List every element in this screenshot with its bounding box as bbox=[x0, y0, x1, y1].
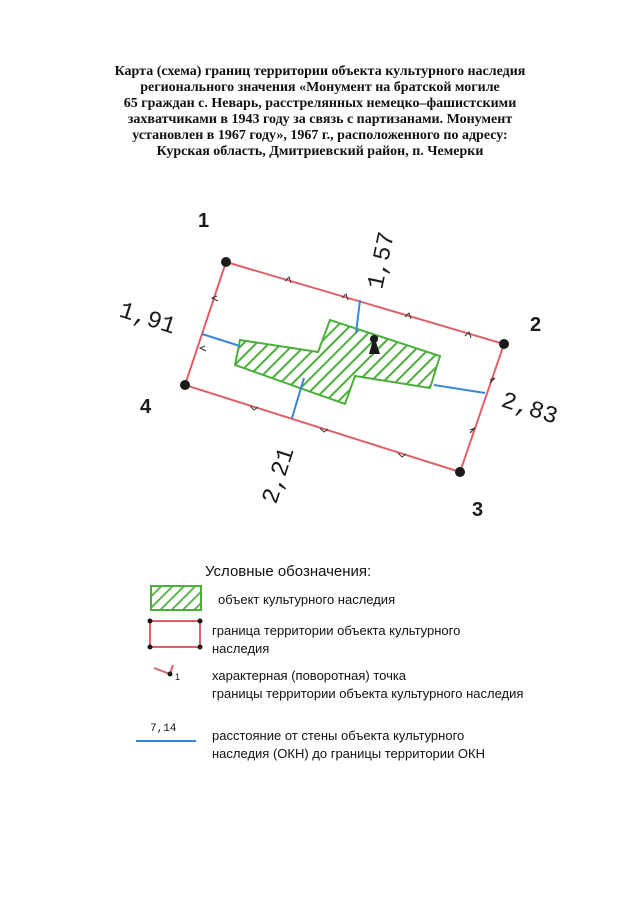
title-line: Курская область, Дмитриевский район, п. Чемерки bbox=[156, 144, 484, 159]
legend-point-label: характерная (поворотная) точка границы территории объекта культурного наследия bbox=[212, 668, 524, 701]
legend-boundary-swatch bbox=[146, 617, 204, 651]
corner-label-1: 1 bbox=[198, 210, 210, 232]
legend-boundary-label: граница территории объекта культурного наследия bbox=[212, 623, 461, 656]
title-line: Карта (схема) границ территории объекта культурного наследия bbox=[114, 64, 526, 79]
legend-point-number: 1 bbox=[175, 672, 181, 682]
distance-line-top bbox=[356, 300, 360, 333]
distance-label-left: 1,91 bbox=[115, 297, 179, 342]
corner-label-2: 2 bbox=[530, 314, 542, 336]
corner-point-1 bbox=[221, 257, 231, 267]
title-line: регионального значения «Монумент на братской могиле bbox=[140, 80, 500, 95]
distance-line-right bbox=[434, 385, 485, 393]
legend-object-label: объект культурного наследия bbox=[218, 592, 396, 607]
legend-title: Условные обозначения: bbox=[205, 563, 372, 580]
distance-label-top: 1,57 bbox=[363, 229, 402, 292]
corner-point-3 bbox=[455, 467, 465, 477]
legend-distance-sample: 7,14 bbox=[150, 723, 177, 735]
corner-point-2 bbox=[499, 339, 509, 349]
legend-object-swatch bbox=[150, 585, 202, 611]
legend-distance-label: расстояние от стены объекта культурного наследия (ОКН) до границы территории ОКН bbox=[212, 728, 485, 761]
title-line: захватчиками в 1943 году за связь с партизанами. Монумент bbox=[127, 112, 513, 127]
distance-line-left bbox=[202, 334, 240, 346]
corner-label-3: 3 bbox=[472, 499, 484, 521]
distance-label-bottom: 2,21 bbox=[257, 444, 302, 508]
corner-point-4 bbox=[180, 380, 190, 390]
corner-label-4: 4 bbox=[140, 396, 152, 418]
heritage-object bbox=[235, 320, 440, 404]
legend-distance-swatch bbox=[134, 738, 198, 744]
title-line: 65 граждан с. Неварь, расстрелянных немецко–фашистскими bbox=[123, 96, 517, 111]
title-line: установлен в 1967 году», 1967 г., расположенного по адресу: bbox=[132, 128, 508, 143]
distance-label-right: 2,83 bbox=[497, 387, 561, 432]
legend-point-swatch bbox=[150, 662, 190, 684]
